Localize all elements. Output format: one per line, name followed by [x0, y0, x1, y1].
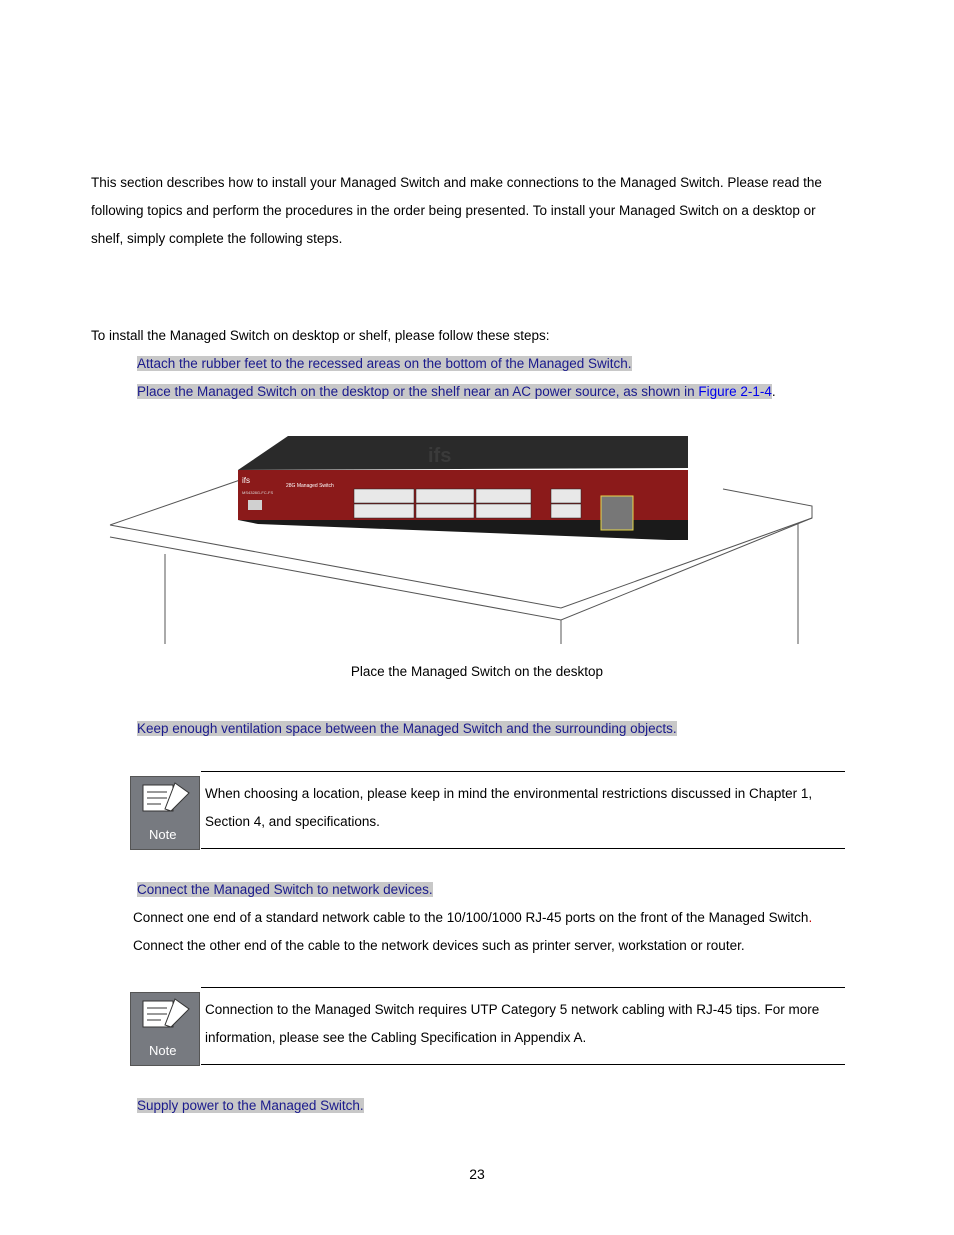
figure-switch-on-desk [108, 432, 816, 648]
step-rubber-feet-text: Attach the rubber feet to the recessed areas on the bottom of the Managed Switch. [137, 356, 632, 371]
step-supply-power-text: Supply power to the Managed Switch. [137, 1098, 364, 1113]
note-pencil-icon [131, 993, 199, 1065]
step-ventilation-text: Keep enough ventilation space between the Managed Switch and the surrounding objects. [137, 721, 677, 736]
connect-line-1 [133, 909, 812, 927]
page-number: 23 [469, 1166, 485, 1182]
desk-front-edge [110, 518, 812, 620]
steps-lead: To install the Managed Switch on desktop or shelf, please follow these steps: [91, 328, 550, 343]
note-box-cabling [129, 987, 845, 1065]
note-pencil-icon [131, 777, 199, 849]
figure-caption: Place the Managed Switch on the desktop [350, 664, 604, 679]
step-rubber-feet [137, 355, 632, 373]
switch-brand: ifs [242, 476, 250, 485]
figure-link[interactable]: Figure 2-1-4 [698, 384, 772, 399]
note-box-location [129, 771, 845, 849]
note-icon [130, 776, 200, 850]
step-place-switch-end: . [771, 384, 776, 399]
step-supply-power [137, 1097, 364, 1115]
note-icon-label: Note [149, 1043, 177, 1058]
step-place-switch-text: Place the Managed Switch on the desktop or the shelf near an AC power source, as shown in [137, 384, 699, 399]
console-port [248, 500, 262, 510]
note-top-rule [201, 771, 845, 772]
intro-paragraph: This section describes how to install your Managed Switch and make connections to the Managed Switch. Please read the following topics and perform the procedures in the order being presented. To install your Managed Switch on a desktop or shelf, simply complete the following steps. [91, 175, 822, 246]
switch-watermark: ifs [428, 445, 452, 467]
note-bottom-rule [201, 1064, 845, 1065]
note-top-rule [201, 987, 845, 988]
connect-line-1-text: Connect one end of a standard network cable to the 10/100/1000 RJ-45 ports on the front of the Managed Switch [133, 910, 809, 925]
connect-line-1-end: . [808, 910, 813, 925]
note-text: When choosing a location, please keep in mind the environmental restrictions discussed in Chapter 1, Section 4, and specifications. [205, 786, 813, 829]
desk-back-edge [110, 480, 240, 525]
switch-model-number: MS4328G-FC-FS [242, 490, 274, 495]
note-text: Connection to the Managed Switch requires UTP Category 5 network cabling with RJ-45 tips. For more information, please see the Cabling Specification in Appendix A. [205, 1002, 820, 1045]
switch-top [238, 436, 688, 470]
note-icon [130, 992, 200, 1066]
note-icon-label: Note [149, 827, 177, 842]
connect-line-2: Connect the other end of the cable to the network devices such as printer server, workstation or router. [133, 938, 745, 953]
step-place-switch [137, 383, 776, 401]
step-ventilation [137, 720, 677, 738]
switch-model-label: 28G Managed Switch [286, 483, 334, 489]
note-bottom-rule [201, 848, 845, 849]
step-connect-devices-text: Connect the Managed Switch to network devices. [137, 882, 433, 897]
desk-illustration [108, 432, 816, 648]
step-connect-devices [137, 881, 433, 899]
sfp-ports [601, 496, 633, 530]
